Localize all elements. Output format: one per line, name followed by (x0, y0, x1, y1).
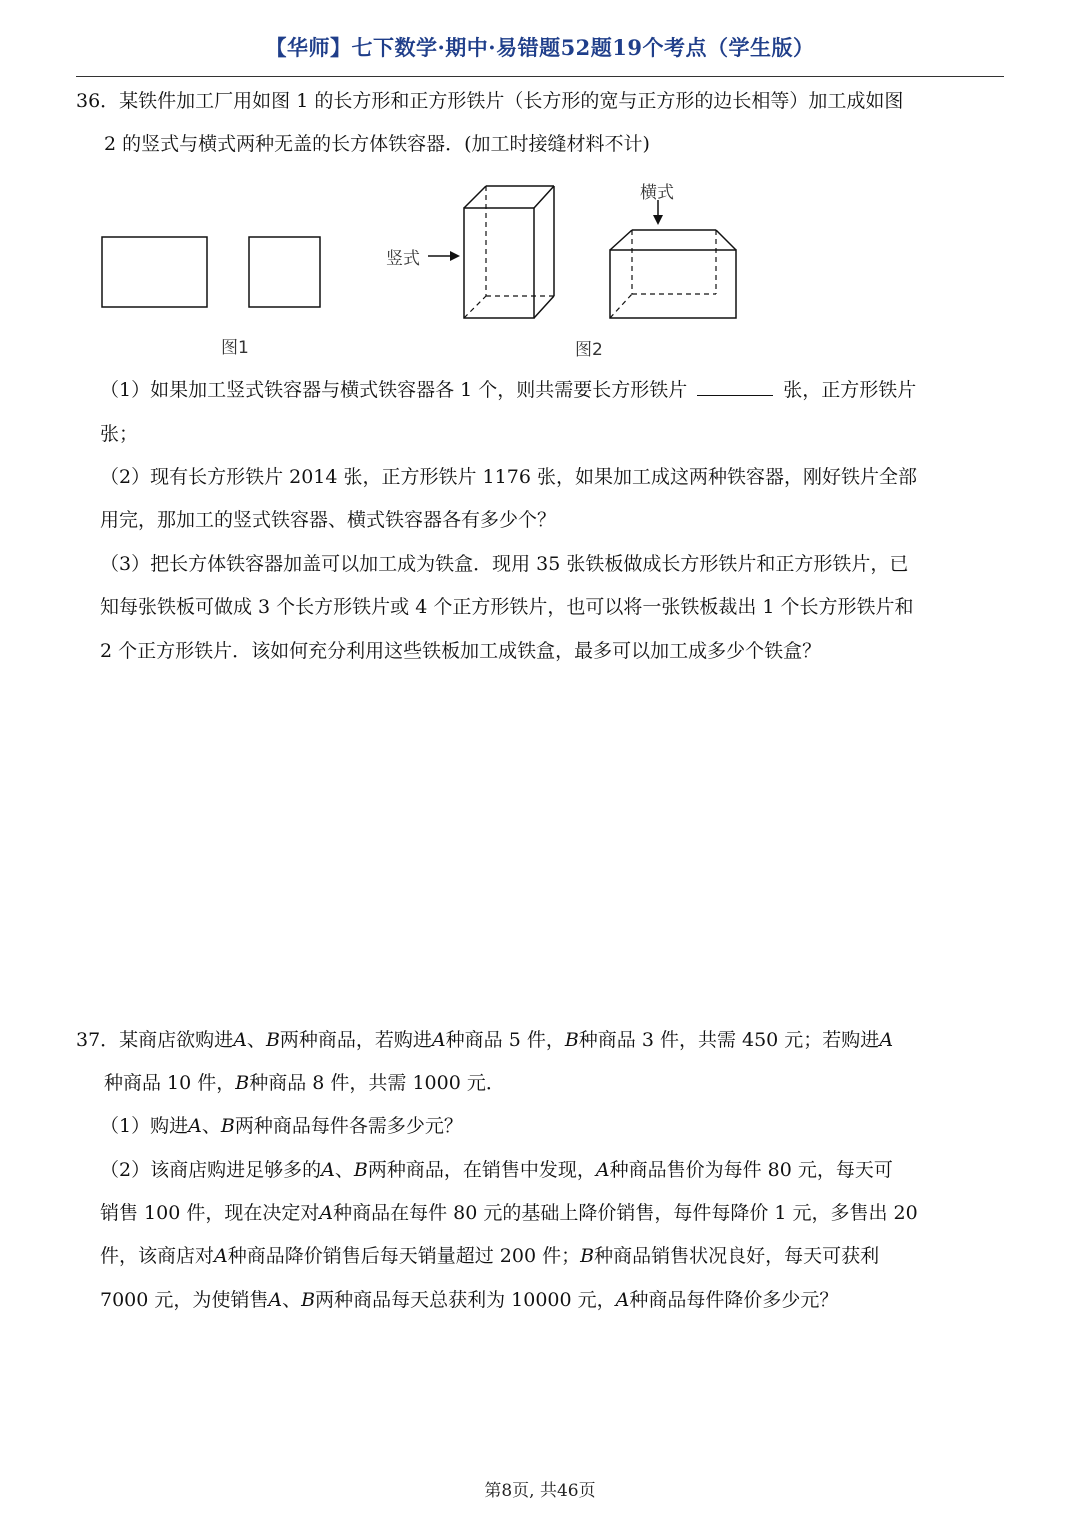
q36-part1-text-a: （1）如果加工竖式铁容器与横式铁容器各 1 个，则共需要长方形铁片 (100, 379, 688, 401)
q37-text: （1）购进 (100, 1115, 189, 1137)
q37-text: 件，该商店对 (100, 1245, 215, 1267)
q37-text: 两种商品，若购进 (279, 1029, 432, 1051)
var-b: B (235, 1072, 250, 1094)
q37-text: 种商品 10 件， (104, 1072, 236, 1094)
var-a: A (431, 1029, 446, 1051)
var-b: B (220, 1115, 235, 1137)
figure1-shapes (96, 230, 331, 315)
var-b: B (564, 1029, 579, 1051)
var-a: A (214, 1245, 228, 1267)
var-b: B (353, 1159, 368, 1181)
separator: 、 (334, 1159, 354, 1181)
page-number: 第8页, 共46页 (484, 1481, 596, 1501)
q37-text: 销售 100 件，现在决定对 (100, 1202, 320, 1224)
q37-part2-line2 (100, 1200, 918, 1226)
var-a: A (188, 1115, 202, 1137)
q36-stem-line1: 36．某铁件加工厂用如图 1 的长方形和正方形铁片（长方形的宽与正方形的边长相等）加工成如图 (76, 90, 904, 112)
q36-part3-line2: 知每张铁板可做成 3 个长方形铁片或 4 个正方形铁片，也可以将一张铁板裁出 1 个长方形铁片和 (100, 596, 914, 618)
figure1-square (249, 237, 320, 307)
q37-text: 种商品 8 件，共需 1000 元． (249, 1072, 505, 1094)
separator: 、 (246, 1029, 266, 1051)
answer-blank[interactable] (697, 377, 773, 396)
q36-part2-line2: 用完，那加工的竖式铁容器、横式铁容器各有多少个？ (100, 509, 557, 531)
q37-text: 两种商品每天总获利为 10000 元， (315, 1289, 616, 1311)
q37-text: 两种商品每件各需多少元？ (234, 1115, 463, 1137)
figure2-label: 图2 (575, 340, 603, 360)
q37-text: 种商品每件降价多少元？ (629, 1289, 839, 1311)
document-header-title: 【华师】七下数学·期中·易错题52题19个考点（学生版） (265, 35, 815, 60)
horizontal-container (610, 230, 736, 318)
figure2-containers (380, 170, 760, 330)
vertical-container (464, 186, 554, 318)
q36-part2-line1: （2）现有长方形铁片 2014 张，正方形铁片 1176 张，如果加工成这两种铁容器，刚好铁片全部 (100, 466, 917, 488)
q37-text: 37．某商店欲购进 (76, 1029, 234, 1051)
figure1-rectangle (102, 237, 207, 307)
q36-part1-text-b: 张，正方形铁片 (783, 379, 917, 401)
separator: 、 (201, 1115, 221, 1137)
var-a: A (268, 1289, 283, 1311)
q36-part3-line1: （3）把长方体铁容器加盖可以加工成为铁盒．现用 35 张铁板做成长方形铁片和正方形铁片，已 (100, 553, 909, 575)
var-a: A (233, 1029, 247, 1051)
q37-part1 (100, 1113, 463, 1139)
horizontal-arrowhead (653, 215, 663, 225)
var-a: A (615, 1289, 630, 1311)
var-a: A (319, 1202, 334, 1224)
q36-part1-line2: 张； (100, 423, 139, 445)
q37-stem-line2 (104, 1070, 505, 1096)
vertical-arrowhead (450, 251, 460, 261)
figure1-label: 图1 (221, 338, 249, 358)
var-b: B (580, 1245, 595, 1267)
q37-text: 两种商品，在销售中发现， (367, 1159, 596, 1181)
separator: 、 (282, 1289, 302, 1311)
q37-text: 种商品在每件 80 元的基础上降价销售，每件每降价 1 元，多售出 20 (333, 1202, 918, 1224)
q36-part3-line3: 2 个正方形铁片．该如何充分利用这些铁板加工成铁盒，最多可以加工成多少个铁盒？ (100, 640, 822, 662)
header-divider (76, 76, 1004, 77)
q37-part2-line1 (100, 1157, 893, 1183)
q37-text: 种商品 5 件， (445, 1029, 565, 1051)
q37-text: 种商品降价销售后每天销量超过 200 件； (227, 1245, 581, 1267)
var-a: A (321, 1159, 335, 1181)
q37-text: 种商品 3 件，共需 450 元；若购进 (578, 1029, 880, 1051)
var-a: A (595, 1159, 610, 1181)
q37-text: 种商品销售状况良好，每天可获利 (594, 1245, 880, 1267)
q36-part1-line1 (100, 377, 916, 403)
horizontal-label: 横式 (640, 183, 674, 203)
q37-text: （2）该商店购进足够多的 (100, 1159, 322, 1181)
q36-stem-line2: 2 的竖式与横式两种无盖的长方体铁容器．(加工时接缝材料不计) (104, 133, 650, 155)
var-b: B (265, 1029, 280, 1051)
vertical-label: 竖式 (386, 249, 420, 269)
q37-stem-line1 (76, 1027, 893, 1053)
q37-part2-line3 (100, 1243, 879, 1269)
var-b: B (301, 1289, 316, 1311)
var-a: A (879, 1029, 894, 1051)
q37-text: 种商品售价为每件 80 元，每天可 (609, 1159, 893, 1181)
q37-part2-line4 (100, 1287, 838, 1313)
q37-text: 7000 元，为使销售 (100, 1289, 269, 1311)
